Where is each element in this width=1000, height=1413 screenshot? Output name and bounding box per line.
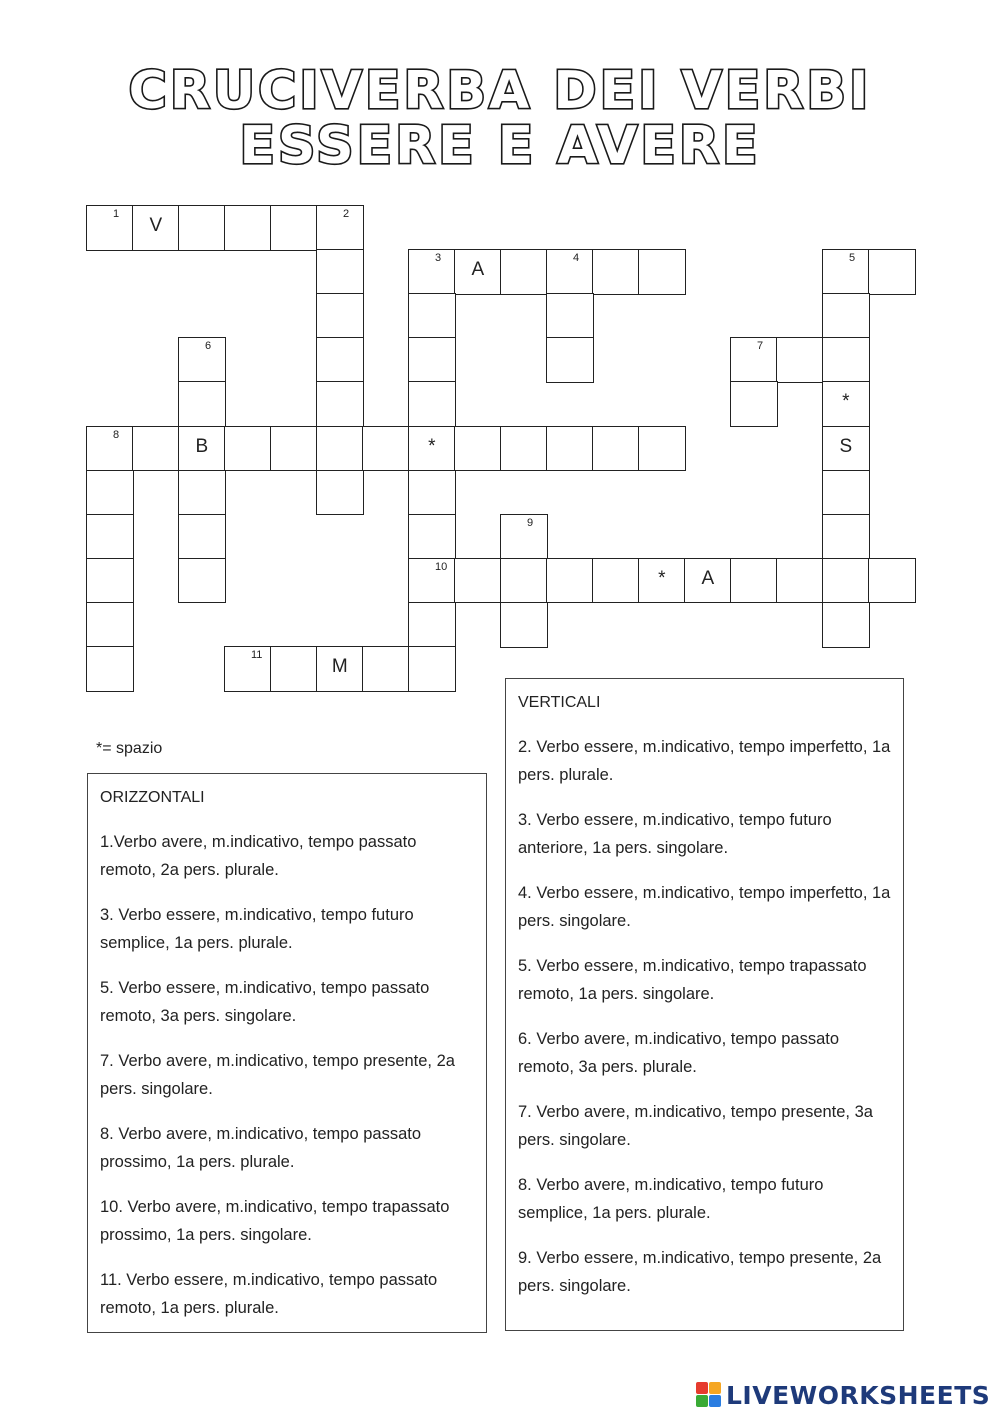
clue-number: 7 [757, 340, 764, 353]
crossword-cell[interactable] [454, 249, 502, 295]
crossword-cell[interactable] [132, 205, 180, 251]
logo-icon [696, 1382, 724, 1408]
crossword-cell[interactable] [822, 602, 870, 648]
clue-text: 4. Verbo essere, m.indicativo, tempo imperfetto, 1a pers. singolare. [518, 884, 891, 930]
crossword-cell[interactable] [822, 293, 870, 339]
clue-text: 8. Verbo avere, m.indicativo, tempo futuro semplice, 1a pers. plurale. [518, 1176, 824, 1222]
clue-text: 7. Verbo avere, m.indicativo, tempo presente, 3a pers. singolare. [518, 1103, 873, 1149]
crossword-cell[interactable] [316, 337, 364, 383]
crossword-cell[interactable] [178, 514, 226, 560]
logo-tile [709, 1382, 721, 1394]
given-letter: S [839, 435, 853, 457]
clue-number: 3 [435, 252, 442, 265]
clue-number: 1 [113, 208, 120, 220]
crossword-cell[interactable] [316, 470, 364, 516]
clue-number: 5 [849, 252, 856, 265]
crossword-cell[interactable] [592, 426, 640, 472]
crossword-cell[interactable] [454, 426, 502, 472]
legend-space-note: *= spazio [96, 740, 163, 757]
crossword-cell[interactable] [178, 426, 226, 472]
crossword-cell[interactable] [638, 558, 686, 604]
crossword-cell[interactable] [500, 602, 548, 648]
crossword-cell[interactable] [224, 205, 272, 251]
clue-number: 8 [113, 428, 120, 441]
clue-text: 7. Verbo avere, m.indicativo, tempo presente, 2a pers. singolare. [100, 1052, 455, 1098]
crossword-cell[interactable] [86, 470, 134, 516]
title-line-1: CRUCIVERBA DEI VERBI [128, 61, 872, 121]
crossword-cell[interactable] [224, 646, 272, 692]
crossword-cell[interactable] [86, 602, 134, 648]
given-letter: A [471, 259, 485, 281]
crossword-cell[interactable] [730, 381, 778, 427]
crossword-cell[interactable] [822, 426, 870, 472]
crossword-cell[interactable] [316, 426, 364, 472]
across-clues-list [100, 828, 474, 1322]
crossword-cell[interactable] [868, 249, 916, 295]
clue-number: 2 [343, 208, 350, 220]
crossword-cell[interactable] [178, 205, 226, 251]
crossword-cell[interactable] [408, 249, 456, 295]
crossword-grid [0, 0, 1000, 700]
clue-number: 11 [251, 649, 263, 661]
crossword-cell[interactable] [776, 558, 824, 604]
given-letter: M [331, 656, 348, 677]
clue-number: 6 [205, 340, 212, 353]
crossword-cell[interactable] [178, 470, 226, 516]
crossword-cell[interactable] [822, 558, 870, 604]
title-line-2: ESSERE E AVERE [239, 116, 761, 176]
crossword-cell[interactable] [822, 470, 870, 516]
given-letter: A [701, 567, 715, 589]
crossword-cell[interactable] [730, 558, 778, 604]
crossword-cell[interactable] [546, 293, 594, 339]
crossword-cell[interactable] [270, 426, 318, 472]
given-letter: * [428, 435, 436, 457]
clue-number: 9 [527, 516, 534, 529]
crossword-cell[interactable] [546, 337, 594, 383]
crossword-cell[interactable] [86, 426, 134, 472]
crossword-cell[interactable] [270, 646, 318, 692]
crossword-cell[interactable] [408, 646, 456, 692]
crossword-cell[interactable] [638, 426, 686, 472]
given-letter: * [842, 391, 850, 413]
given-letter: * [658, 567, 666, 589]
crossword-cell[interactable] [546, 426, 594, 472]
crossword-cell[interactable] [408, 514, 456, 560]
crossword-cell[interactable] [822, 249, 870, 295]
given-letter: V [149, 215, 163, 236]
crossword-cell[interactable] [500, 249, 548, 295]
crossword-cell[interactable] [86, 646, 134, 692]
clue-text: 8. Verbo avere, m.indicativo, tempo passato prossimo, 1a pers. plurale. [100, 1125, 422, 1171]
given-letter: B [195, 435, 209, 457]
clue-number: 10 [435, 560, 448, 573]
clue-text: 11. Verbo essere, m.indicativo, tempo passato remoto, 1a pers. plurale. [100, 1271, 438, 1317]
crossword-cell[interactable] [592, 558, 640, 604]
clue-text: 5. Verbo essere, m.indicativo, tempo passato remoto, 3a pers. singolare. [100, 979, 430, 1025]
crossword-cell[interactable] [638, 249, 686, 295]
crossword-cell[interactable] [592, 249, 640, 295]
crossword-cell[interactable] [408, 558, 456, 604]
crossword-cell[interactable] [408, 602, 456, 648]
crossword-cell[interactable] [316, 646, 364, 692]
crossword-cell[interactable] [316, 249, 364, 295]
crossword-cell[interactable] [316, 381, 364, 427]
clue-text: 2. Verbo essere, m.indicativo, tempo imperfetto, 1a pers. plurale. [518, 738, 891, 784]
crossword-cell[interactable] [132, 426, 180, 472]
crossword-cell[interactable] [86, 558, 134, 604]
crossword-cell[interactable] [316, 205, 364, 251]
logo-tile [696, 1382, 708, 1394]
crossword-cell[interactable] [86, 205, 134, 251]
crossword-cell[interactable] [316, 293, 364, 339]
clue-number: 4 [573, 252, 580, 265]
crossword-cell[interactable] [868, 558, 916, 604]
clue-text: 3. Verbo essere, m.indicativo, tempo futuro semplice, 1a pers. plurale. [100, 906, 414, 952]
crossword-cell[interactable] [270, 205, 318, 251]
crossword-cell[interactable] [408, 381, 456, 427]
crossword-cell[interactable] [500, 426, 548, 472]
crossword-cell[interactable] [178, 337, 226, 383]
crossword-cell[interactable] [86, 514, 134, 560]
liveworksheets-logo [696, 1380, 990, 1410]
clue-text: 5. Verbo essere, m.indicativo, tempo trapassato remoto, 1a pers. singolare. [518, 957, 867, 1003]
down-clues-list [518, 733, 891, 1300]
logo-text: LIVEWORKSHEETS [726, 1380, 991, 1410]
crossword-cell[interactable] [546, 558, 594, 604]
crossword-cell[interactable] [684, 558, 732, 604]
crossword-cell[interactable] [730, 337, 778, 383]
crossword-cell[interactable] [408, 426, 456, 472]
crossword-cell[interactable] [362, 426, 410, 472]
logo-tile [696, 1395, 708, 1407]
crossword-cell[interactable] [362, 646, 410, 692]
logo-tile [709, 1395, 721, 1407]
crossword-cell[interactable] [408, 470, 456, 516]
crossword-cell[interactable] [546, 249, 594, 295]
crossword-cell[interactable] [178, 381, 226, 427]
crossword-cell[interactable] [822, 514, 870, 560]
crossword-cell[interactable] [224, 426, 272, 472]
across-clues-box [87, 773, 487, 1333]
clue-text: 3. Verbo essere, m.indicativo, tempo futuro anteriore, 1a pers. singolare. [518, 811, 832, 857]
crossword-cell[interactable] [408, 337, 456, 383]
crossword-cell[interactable] [500, 514, 548, 560]
crossword-cell[interactable] [500, 558, 548, 604]
crossword-cell[interactable] [454, 558, 502, 604]
clue-text: 10. Verbo avere, m.indicativo, tempo trapassato prossimo, 1a pers. singolare. [100, 1198, 450, 1244]
clue-text: 9. Verbo essere, m.indicativo, tempo presente, 2a pers. singolare. [518, 1249, 882, 1295]
clue-text: 1.Verbo avere, m.indicativo, tempo passato remoto, 2a pers. plurale. [100, 833, 417, 879]
down-clues-title: VERTICALI [518, 694, 601, 711]
crossword-cell[interactable] [822, 337, 870, 383]
clue-text: 6. Verbo avere, m.indicativo, tempo passato remoto, 3a pers. plurale. [518, 1030, 840, 1076]
across-clues-title: ORIZZONTALI [100, 789, 205, 806]
down-clues-box [505, 678, 904, 1331]
crossword-cell[interactable] [822, 381, 870, 427]
crossword-cell[interactable] [776, 337, 824, 383]
crossword-cell[interactable] [408, 293, 456, 339]
crossword-cell[interactable] [178, 558, 226, 604]
